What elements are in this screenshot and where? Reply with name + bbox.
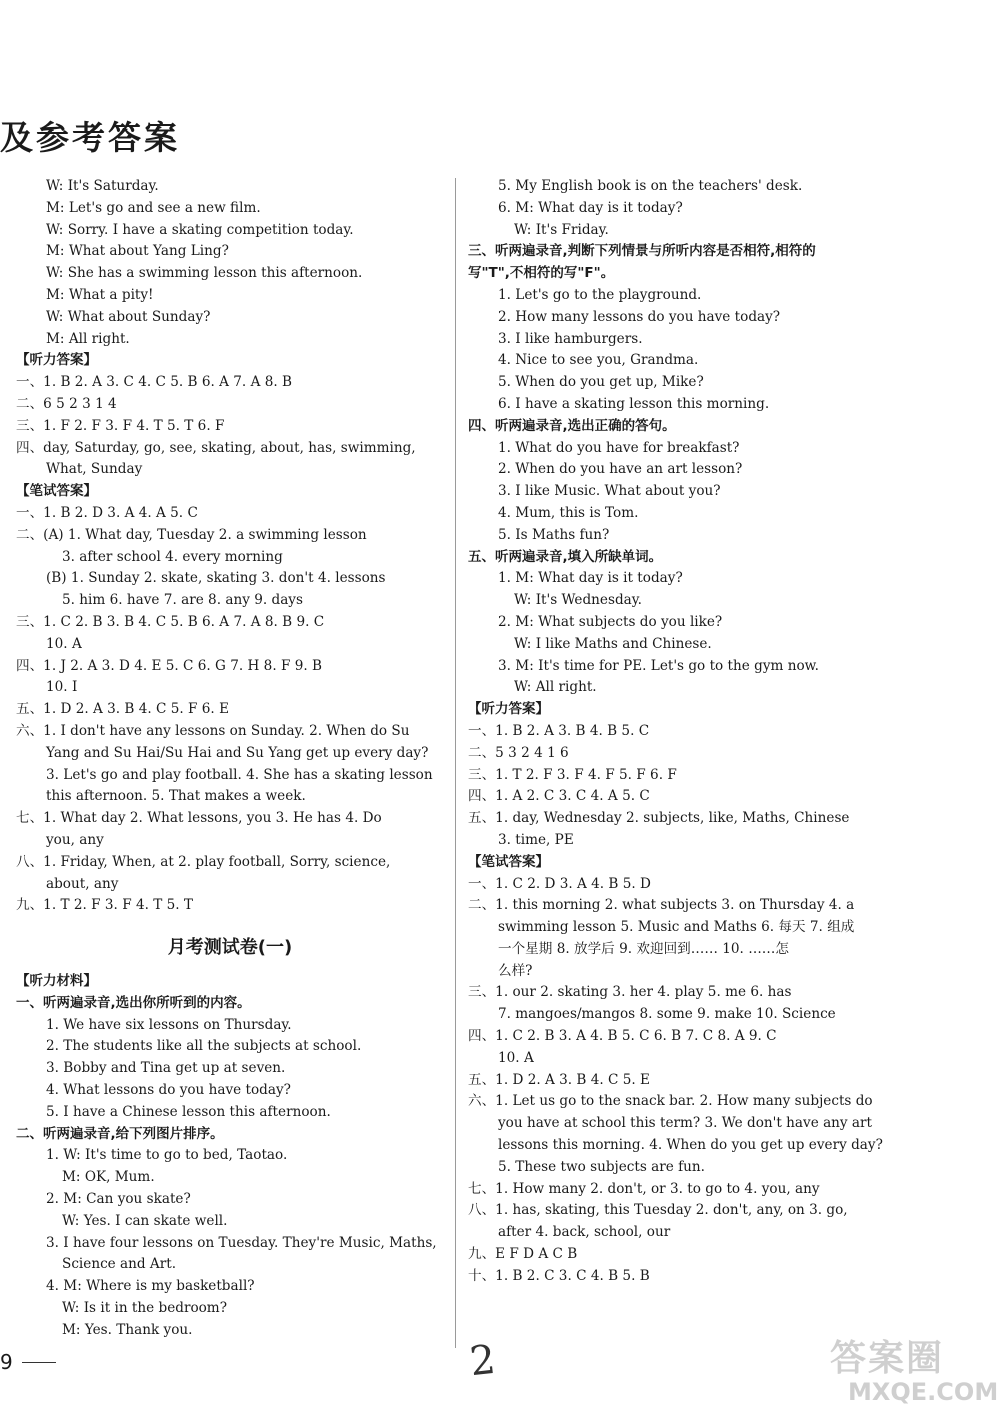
right-column-line: 5. These two subjects are fun. [498,1158,705,1175]
left-column-line: 四、day, Saturday, go, see, skating, about, has, swimming, [16,439,416,456]
watermark-text: 答案圈 [830,1338,945,1379]
right-column-line: W: All right. [514,679,597,696]
right-column-line: 4. Nice to see you, Grandma. [498,352,699,369]
left-column-line: W: Yes. I can skate well. [62,1212,228,1229]
left-column-line: you, any [46,831,104,848]
section-heading: 一、听两遍录音,选出你所听到的内容。 [16,994,251,1011]
right-column-line: 6. M: What day is it today? [498,199,683,216]
left-column-line: M: Let's go and see a new film. [46,199,261,216]
right-column-line: 3. I like hamburgers. [498,330,643,347]
left-column [16,176,444,1342]
right-column-line: 四、1. A 2. C 3. C 4. A 5. C [468,788,650,805]
right-column-line: 四、1. C 2. B 3. A 4. B 5. C 6. B 7. C 8. A 9. C [468,1028,777,1045]
section-heading: 四、听两遍录音,选出正确的答句。 [468,417,676,434]
right-column-line: 十、1. B 2. C 3. C 4. B 5. B [468,1267,650,1284]
section-heading: 三、听两遍录音,判断下列情景与所听内容是否相符,相符的 [468,243,816,260]
page-number-rule [22,1362,56,1363]
right-column-line: 九、E F D A C B [468,1246,578,1263]
left-column-line: 4. M: Where is my basketball? [46,1278,255,1295]
section-heading: 五、听两遍录音,填入所缺单词。 [468,548,663,565]
left-column-line: 3. Let's go and play football. 4. She has a skating lesson [46,766,433,783]
section-heading: 【听力答案】 [16,352,97,369]
left-column-line: 3. after school 4. every morning [62,548,283,565]
right-column-line: 么样? [498,962,533,979]
section-heading: 写"T",不相符的写"F"。 [468,265,615,282]
left-column-line: W: It's Saturday. [46,178,159,194]
section-heading: 二、听两遍录音,给下列图片排序。 [16,1125,224,1142]
right-column-line: W: I like Maths and Chinese. [514,635,712,652]
right-column-line: 5. Is Maths fun? [498,526,610,543]
right-column-line: 六、1. Let us go to the snack bar. 2. How many subjects do [468,1093,873,1110]
left-column-line: 4. What lessons do you have today? [46,1082,291,1099]
left-column-line: M: What about Yang Ling? [46,243,229,260]
right-column-line: 三、1. T 2. F 3. F 4. F 5. F 6. F [468,766,677,783]
handwritten-mark: 2 [467,1336,498,1386]
right-column-line: 6. I have a skating lesson this morning. [498,395,770,412]
left-column-line: 10. A [46,635,82,652]
right-column-line: W: It's Friday. [514,221,609,238]
right-column-line: 3. I like Music. What about you? [498,483,721,500]
left-column-line: 四、1. J 2. A 3. D 4. E 5. C 6. G 7. H 8. F 9. B [16,657,322,674]
right-column-line: 2. How many lessons do you have today? [498,308,781,325]
left-column-line: 1. We have six lessons on Thursday. [46,1016,292,1033]
right-column-line: 10. A [498,1049,534,1066]
left-column-line: M: Yes. Thank you. [62,1321,193,1338]
left-column-line: 九、1. T 2. F 3. F 4. T 5. T [16,897,193,914]
left-column-line: W: Is it in the bedroom? [62,1300,227,1317]
left-column-line: 5. him 6. have 7. are 8. any 9. days [62,592,303,609]
left-column-line: W: Sorry. I have a skating competition today. [46,221,354,238]
right-column-line: 1. Let's go to the playground. [498,286,702,303]
right-column-line: 二、1. this morning 2. what subjects 3. on Thursday 4. a [468,897,855,914]
left-column-line: Science and Art. [62,1256,177,1273]
right-column-line: 二、5 3 2 4 1 6 [468,744,569,761]
right-column-line: 1. What do you have for breakfast? [498,439,740,456]
right-column-line: 1. M: What day is it today? [498,570,683,587]
left-column-line: M: All right. [46,330,130,347]
section-heading: 【笔试答案】 [16,483,97,500]
left-column-line: 五、1. D 2. A 3. B 4. C 5. F 6. E [16,701,229,718]
right-column-line: 一个星期 8. 放学后 9. 欢迎回到…… 10. ……怎 [498,940,789,957]
left-column-line: 3. I have four lessons on Tuesday. They're Music, Maths, [46,1234,437,1251]
left-column-line: 二、6 5 2 3 1 4 [16,395,117,412]
right-column-line: 5. My English book is on the teachers' desk. [498,178,803,194]
left-column-line: 1. W: It's time to go to bed, Taotao. [46,1147,288,1164]
left-column-line: 一、1. B 2. D 3. A 4. A 5. C [16,504,198,521]
left-column-line: What, Sunday [46,461,143,478]
left-column-line: 三、1. F 2. F 3. F 4. T 5. T 6. F [16,417,225,434]
right-column-line: swimming lesson 5. Music and Maths 6. 每天 7. 组成 [498,919,855,936]
test-title: 月考测试卷(一) [167,937,293,959]
left-column-line: 2. The students like all the subjects at school. [46,1038,362,1055]
right-column-line: W: It's Wednesday. [514,592,642,609]
right-column-line: 4. Mum, this is Tom. [498,504,639,521]
left-column-line: 3. Bobby and Tina get up at seven. [46,1060,286,1077]
left-column-line: 三、1. C 2. B 3. B 4. C 5. B 6. A 7. A 8. B 9. C [16,613,325,630]
left-column-line: (B) 1. Sunday 2. skate, skating 3. don't 4. lessons [46,570,386,587]
right-column-line: 五、1. day, Wednesday 2. subjects, like, Maths, Chinese [468,810,850,827]
left-column-line: 2. M: Can you skate? [46,1191,191,1208]
section-heading: 【听力答案】 [468,701,549,718]
left-column-line: about, any [46,875,119,892]
right-column-line: 一、1. C 2. D 3. A 4. B 5. D [468,875,651,892]
right-column-line: after 4. back, school, our [498,1224,671,1241]
right-column-line: 3. M: It's time for PE. Let's go to the gym now. [498,657,819,674]
right-column-line: you have at school this term? 3. We don't have any art [498,1115,872,1132]
right-column-line: lessons this morning. 4. When do you get up every day? [498,1137,883,1154]
page-title: 及参考答案 [0,118,180,157]
right-column-line: 七、1. How many 2. don't, or 3. to go to 4. you, any [468,1180,820,1197]
right-column-line: 3. time, PE [498,831,574,848]
right-column-line: 五、1. D 2. A 3. B 4. C 5. E [468,1071,650,1088]
page-number: 9 [0,1350,13,1374]
left-column-line: Yang and Su Hai/Su Hai and Su Yang get up every day? [46,744,429,761]
right-column [468,176,896,1288]
left-column-line: W: What about Sunday? [46,308,211,325]
left-column-line: 七、1. What day 2. What lessons, you 3. He has 4. Do [16,810,382,827]
left-column-line: M: OK, Mum. [62,1169,155,1186]
left-column-line: 10. I [46,679,78,696]
section-heading: 【听力材料】 [16,973,97,990]
column-divider [455,178,456,1348]
right-column-line: 2. When do you have an art lesson? [498,461,743,478]
left-column-line: 二、(A) 1. What day, Tuesday 2. a swimming lesson [16,526,367,543]
left-column-line: W: She has a swimming lesson this afternoon. [46,265,363,282]
left-column-line: 六、1. I don't have any lessons on Sunday. 2. When do Su [16,722,410,739]
left-column-line: this afternoon. 5. That makes a week. [46,788,306,805]
watermark-logo [830,1330,999,1420]
right-column-line: 2. M: What subjects do you like? [498,613,723,630]
left-column-line: 一、1. B 2. A 3. C 4. C 5. B 6. A 7. A 8. B [16,374,292,391]
left-column-line: 八、1. Friday, When, at 2. play football, Sorry, science, [16,853,391,870]
right-column-line: 7. mangoes/mangos 8. some 9. make 10. Science [498,1006,836,1023]
section-heading: 【笔试答案】 [468,853,549,870]
watermark-url: MXQE.COM [848,1378,999,1406]
left-column-line: M: What a pity! [46,286,154,303]
right-column-line: 一、1. B 2. A 3. B 4. B 5. C [468,722,650,739]
left-column-line: 5. I have a Chinese lesson this afternoon. [46,1103,331,1120]
right-column-line: 八、1. has, skating, this Tuesday 2. don't, any, on 3. go, [468,1202,848,1219]
right-column-line: 5. When do you get up, Mike? [498,374,704,391]
right-column-line: 三、1. our 2. skating 3. her 4. play 5. me 6. has [468,984,792,1001]
